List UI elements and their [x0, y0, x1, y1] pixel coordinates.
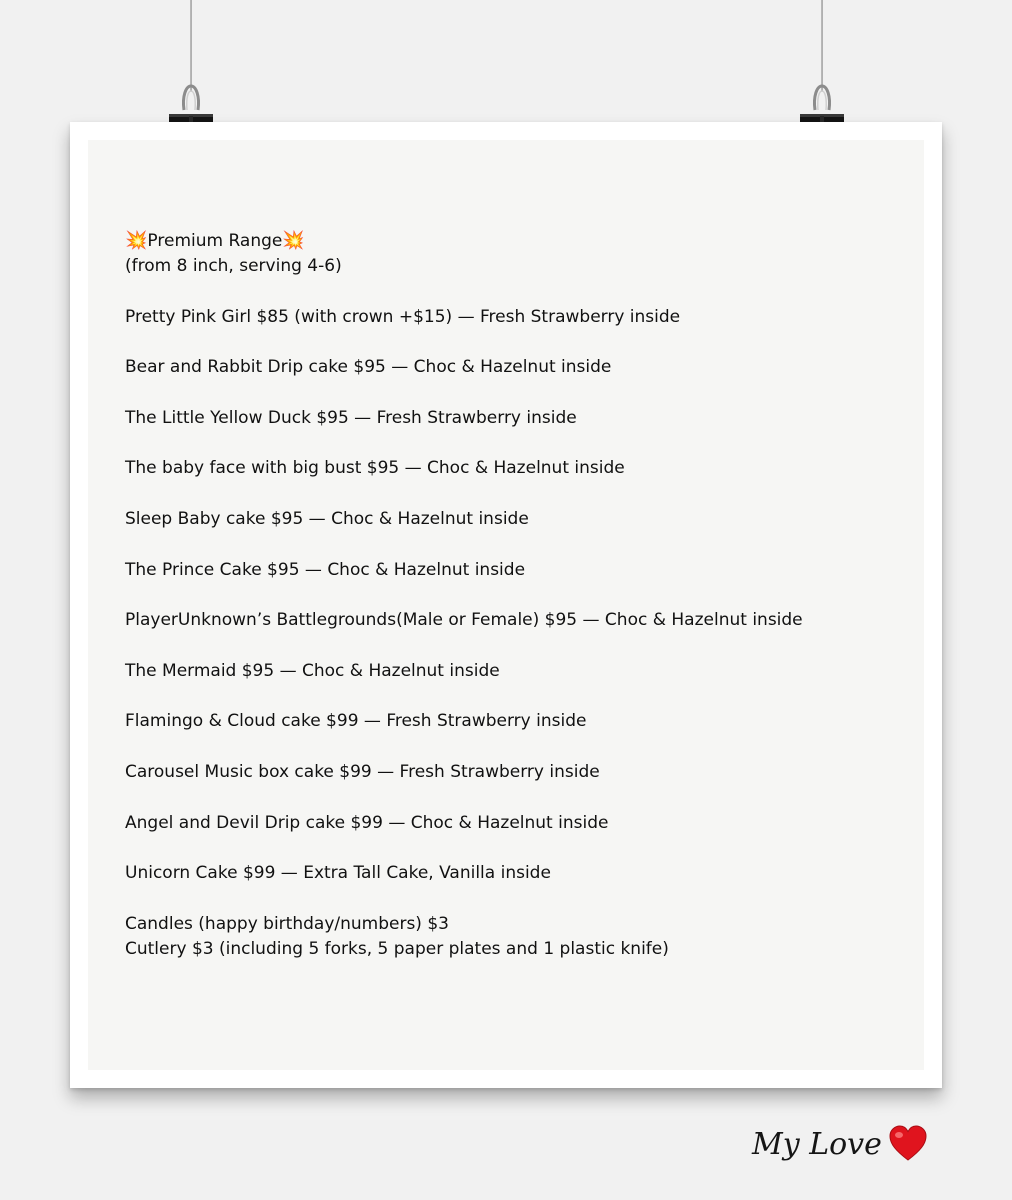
hanging-string-left: [190, 0, 192, 92]
menu-subtitle: (from 8 inch, serving 4-6): [125, 256, 342, 276]
menu-item-mermaid: The Mermaid $95 — Choc & Hazelnut inside: [125, 660, 500, 681]
menu-item-baby-face: The baby face with big bust $95 — Choc & Hazelnut inside: [125, 458, 625, 479]
burst-icon-right: 💥: [282, 230, 305, 251]
hanging-string-right: [821, 0, 823, 92]
menu-item-prince-cake: The Prince Cake $95 — Choc & Hazelnut inside: [125, 559, 526, 580]
menu-item-flamingo-cloud: Flamingo & Cloud cake $99 — Fresh Strawberry inside: [125, 711, 587, 732]
menu-item-bear-and-rabbit: Bear and Rabbit Drip cake $95 — Choc & Hazelnut inside: [125, 357, 612, 378]
menu-paper-inner: [88, 140, 924, 1070]
menu-item-unicorn: Unicorn Cake $99 — Extra Tall Cake, Vanilla inside: [125, 863, 551, 884]
menu-item-angel-devil: Angel and Devil Drip cake $99 — Choc & Hazelnut inside: [125, 812, 609, 833]
menu-item-little-yellow-duck: The Little Yellow Duck $95 — Fresh Strawberry inside: [125, 407, 577, 428]
menu-content: [125, 228, 915, 962]
signature-text: My Love: [752, 1126, 882, 1162]
extra-cutlery: Cutlery $3 (including 5 forks, 5 paper plates and 1 plastic knife): [125, 938, 669, 959]
menu-item-carousel: Carousel Music box cake $99 — Fresh Strawberry inside: [125, 761, 600, 782]
red-heart-icon: [888, 1124, 928, 1164]
signature: [752, 1118, 928, 1170]
menu-paper: [70, 122, 942, 1088]
extra-candles: Candles (happy birthday/numbers) $3: [125, 913, 449, 934]
menu-item-pretty-pink-girl: Pretty Pink Girl $85 (with crown +$15) — Fresh Strawberry inside: [125, 306, 681, 327]
menu-heading: [125, 228, 915, 254]
menu-title: Premium Range: [147, 231, 283, 251]
menu-item-pubg: PlayerUnknown’s Battlegrounds(Male or Female) $95 — Choc & Hazelnut inside: [125, 610, 803, 631]
burst-icon-left: 💥: [125, 230, 148, 251]
menu-item-sleep-baby: Sleep Baby cake $95 — Choc & Hazelnut inside: [125, 508, 529, 529]
